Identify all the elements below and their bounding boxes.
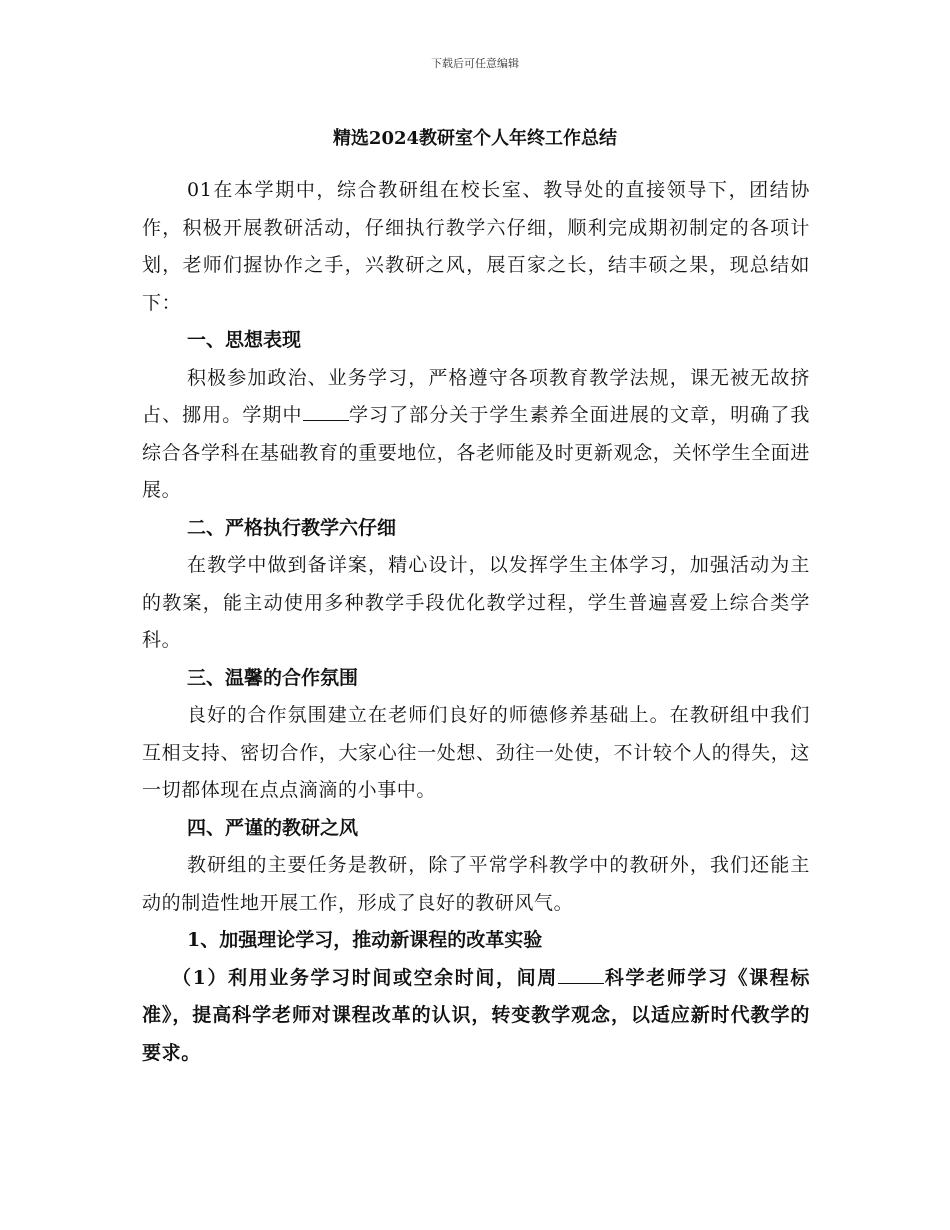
document-body [142,172,810,1072]
section-heading-2: 二、严格执行教学六仔细 [187,516,397,539]
document-title: 精选2024教研室个人年终工作总结 [332,128,618,149]
item1-text-part1: （1）利用业务学习时间或空余时间，间周 [172,966,558,989]
blank-line [303,402,349,421]
subsection-heading-1: 1、加强理论学习，推动新课程的改革实验 [187,929,543,951]
section1-text-part2: 学习了部分关于学生素养全面进展的文章，明确了我综合各学科在基础教育的重要地位，各老师能及时更新观念，关怀学生全面进展。 [142,404,810,501]
section-heading-1: 一、思想表现 [187,329,302,351]
section-heading-4: 四、严谨的教研之风 [187,816,359,839]
section-heading-3: 三、温馨的合作氛围 [187,666,359,689]
section-paragraph-3: 良好的合作氛围建立在老师们良好的师德修养基础上。在教研组中我们互相支持、密切合作，大家心往一处想、劲往一处使，不计较个人的得失，这一切都体现在点点滴滴的小事中。 [142,704,810,801]
section-paragraph-1 [142,360,810,510]
section1-text-part1: 积极参加政治、业务学习，严格遵守各项教育教学法规，课无被无故挤占、挪用。学期中 [142,366,810,426]
intro-paragraph: 01在本学期中，综合教研组在校长室、教导处的直接领导下，团结协作，积极开展教研活动，仔细执行教学六仔细，顺利完成期初制定的各项计划，老师们握协作之手，兴教研之风，展百家之长，结丰硕之果，现总结如下： [142,179,810,314]
section-paragraph-4: 教研组的主要任务是教研，除了平常学科教学中的教研外，我们还能主动的制造性地开展工作，形成了良好的教研风气。 [142,854,810,914]
section-paragraph-2: 在教学中做到备详案，精心设计，以发挥学生主体学习，加强活动为主的教案，能主动使用多种教学手段优化教学过程，学生普遍喜爱上综合类学科。 [142,554,810,651]
header-note: 下载后可任意编辑 [431,57,519,70]
item1-text-part2: 科学老师学习《课程标准》，提高科学老师对课程改革的认识，转变教学观念，以适应新时代教学的要求。 [142,966,810,1064]
blank-line [558,965,604,984]
subsection-item-1 [142,960,810,1073]
